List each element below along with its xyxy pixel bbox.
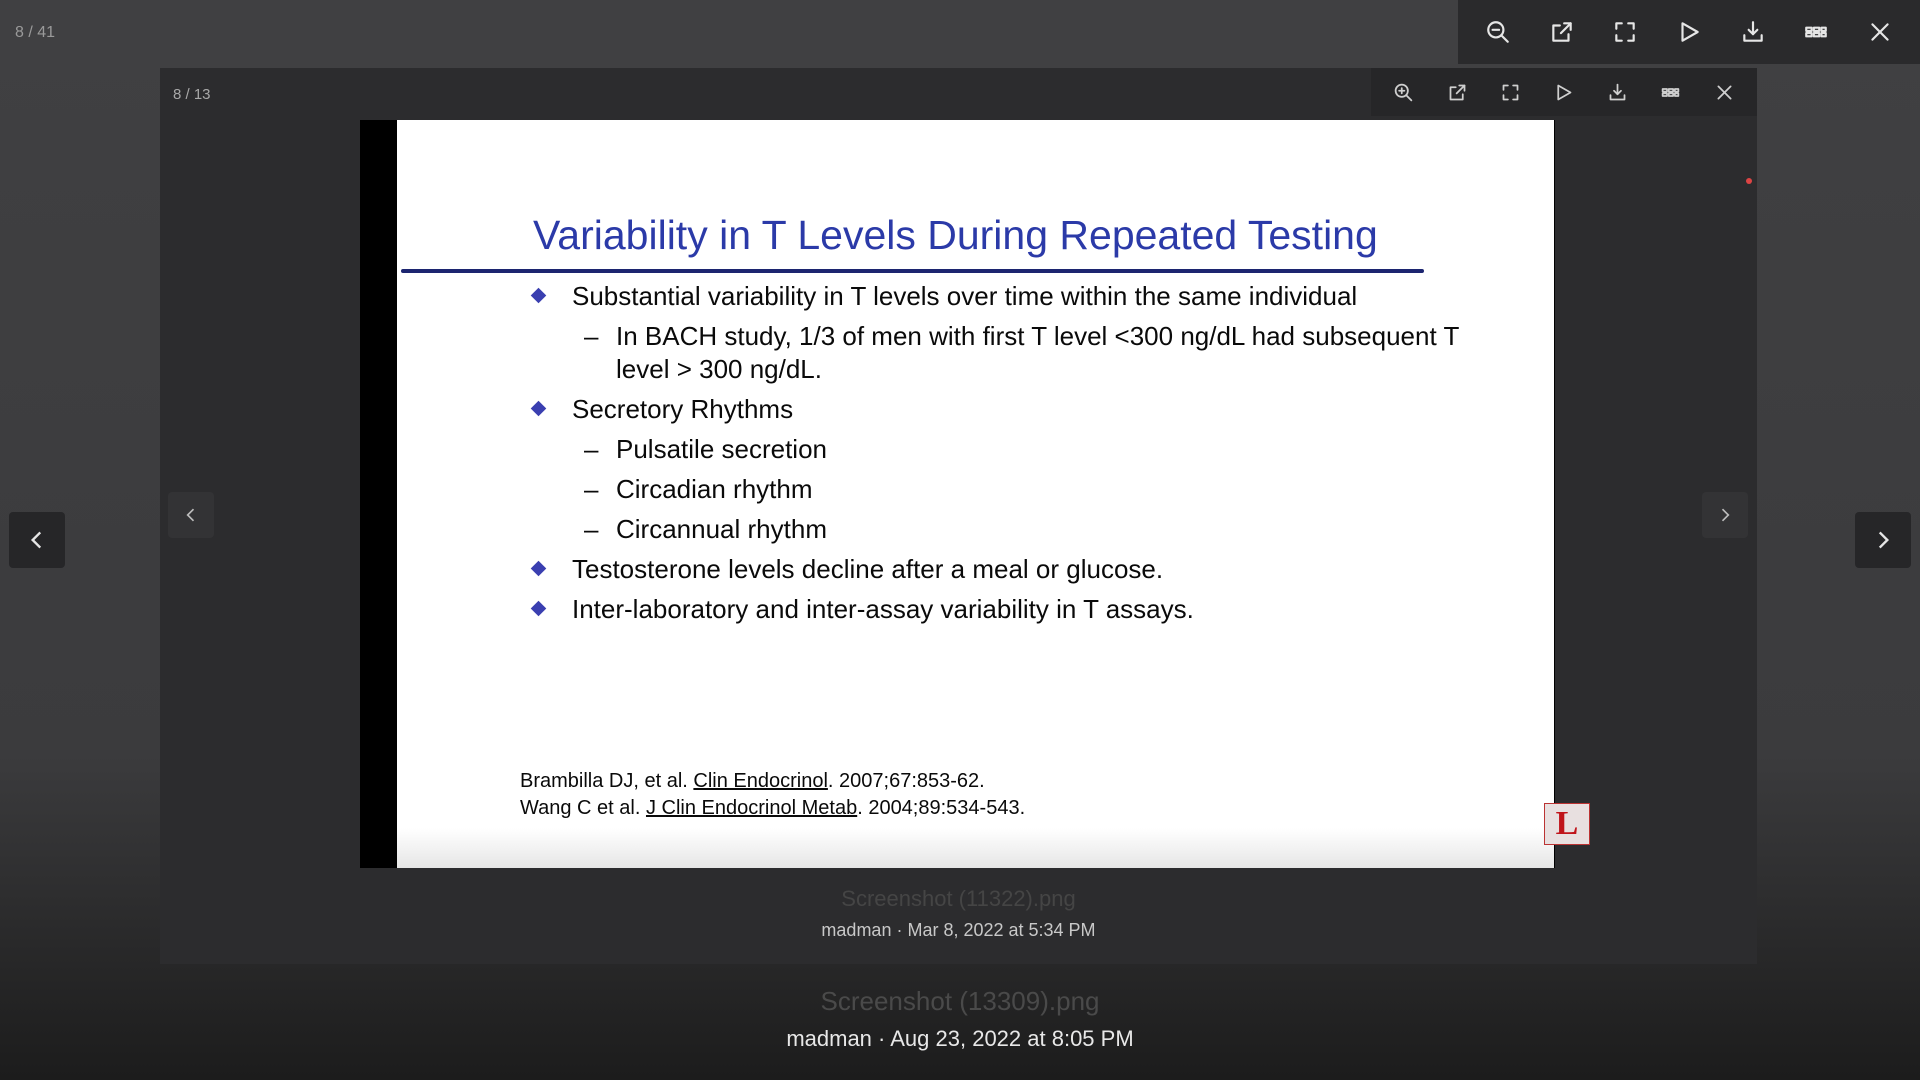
bullet-text: Inter-laboratory and inter-assay variability in T assays.	[572, 594, 1194, 624]
play-icon	[1676, 19, 1702, 45]
dash-bullet-icon: –	[584, 514, 599, 544]
citation-line	[520, 768, 1025, 795]
citation-authors: Wang C et al.	[520, 797, 646, 819]
close-button[interactable]	[1860, 12, 1900, 52]
outer-toolbar	[1458, 0, 1920, 64]
diamond-bullet-icon	[531, 401, 547, 417]
bullet-text: Testosterone levels decline after a meal or glucose.	[572, 554, 1164, 584]
citation-reference: . 2004;89:534-543.	[857, 797, 1026, 819]
citation-line	[520, 795, 1025, 822]
inner-toolbar	[1371, 68, 1757, 116]
bullet-item	[532, 280, 1512, 313]
diamond-bullet-icon	[531, 601, 547, 617]
chevron-right-icon	[1715, 505, 1735, 525]
bullet-text: Secretory Rhythms	[572, 394, 794, 424]
sub-bullet-item	[532, 320, 1512, 386]
citation-reference: . 2007;67:853-62.	[827, 770, 985, 792]
diamond-bullet-icon	[531, 288, 547, 304]
dash-bullet-icon: –	[584, 434, 599, 464]
download-button[interactable]	[1733, 12, 1773, 52]
slide-bullet-list	[532, 280, 1512, 633]
thumbnails-button[interactable]	[1796, 12, 1836, 52]
play-icon	[1553, 82, 1574, 103]
bullet-item	[532, 593, 1512, 626]
inner-open-external-button[interactable]	[1440, 75, 1474, 109]
chevron-left-icon	[181, 505, 201, 525]
inner-caption: madman · Mar 8, 2022 at 5:34 PM	[821, 920, 1096, 940]
bullet-item	[532, 553, 1512, 586]
play-button[interactable]	[1669, 12, 1709, 52]
thumbnails-icon	[1803, 19, 1829, 45]
fullscreen-icon	[1612, 19, 1638, 45]
inner-thumbnails-button[interactable]	[1654, 75, 1688, 109]
bullet-text: Substantial variability in T levels over time within the same individual	[572, 281, 1358, 311]
university-logo	[1544, 803, 1590, 845]
chevron-left-icon	[24, 527, 50, 553]
close-icon	[1714, 82, 1735, 103]
diamond-bullet-icon	[531, 561, 547, 577]
slide-citations	[520, 768, 1025, 822]
download-icon	[1607, 82, 1628, 103]
outer-caption: madman · Aug 23, 2022 at 8:05 PM	[786, 1026, 1134, 1051]
dash-bullet-icon: –	[584, 321, 599, 351]
inner-next-button[interactable]	[1702, 492, 1748, 538]
outer-prev-button[interactable]	[9, 512, 65, 568]
outer-caption-filename: Screenshot (13309).png	[820, 986, 1100, 1016]
outer-page-counter: 8 / 41	[15, 24, 56, 41]
outer-next-button[interactable]	[1855, 512, 1911, 568]
title-divider	[401, 269, 1424, 273]
chevron-right-icon	[1870, 527, 1896, 553]
citation-authors: Brambilla DJ, et al.	[520, 770, 694, 792]
open-external-icon	[1447, 82, 1468, 103]
slide-canvas	[397, 120, 1554, 868]
open-external-button[interactable]	[1542, 12, 1582, 52]
inner-caption-filename: Screenshot (11322).png	[841, 886, 1076, 911]
close-icon	[1867, 19, 1893, 45]
citation-journal: Clin Endocrinol	[693, 770, 828, 792]
slide-image	[360, 120, 1555, 868]
sub-bullet-item	[532, 513, 1512, 546]
sub-bullet-text: Circannual rhythm	[616, 514, 827, 544]
zoom-out-icon	[1485, 19, 1511, 45]
inner-close-button[interactable]	[1707, 75, 1741, 109]
zoom-in-button[interactable]	[1387, 75, 1421, 109]
inner-download-button[interactable]	[1600, 75, 1634, 109]
inner-fullscreen-button[interactable]	[1494, 75, 1528, 109]
fullscreen-button[interactable]	[1605, 12, 1645, 52]
inner-page-counter: 8 / 13	[173, 86, 211, 103]
logo-letter: L	[1555, 805, 1579, 842]
open-external-icon	[1549, 19, 1575, 45]
inner-prev-button[interactable]	[168, 492, 214, 538]
sub-bullet-text: In BACH study, 1/3 of men with first T level <300 ng/dL had subsequent T level > 300 ng/dL.	[616, 321, 1459, 384]
zoom-in-icon	[1393, 82, 1414, 103]
inner-play-button[interactable]	[1547, 75, 1581, 109]
indicator-dot	[1746, 178, 1752, 184]
bullet-item	[532, 393, 1512, 426]
sub-bullet-item	[532, 433, 1512, 466]
fullscreen-icon	[1500, 82, 1521, 103]
sub-bullet-item	[532, 473, 1512, 506]
zoom-out-button[interactable]	[1478, 12, 1518, 52]
download-icon	[1740, 19, 1766, 45]
slide-bottom-fade	[397, 828, 1554, 868]
sub-bullet-text: Pulsatile secretion	[616, 434, 827, 464]
sub-bullet-text: Circadian rhythm	[616, 474, 813, 504]
dash-bullet-icon: –	[584, 474, 599, 504]
inner-viewer	[160, 68, 1757, 964]
slide-title: Variability in T Levels During Repeated Testing	[533, 212, 1378, 258]
citation-journal: J Clin Endocrinol Metab	[645, 797, 858, 819]
thumbnails-icon	[1660, 82, 1681, 103]
